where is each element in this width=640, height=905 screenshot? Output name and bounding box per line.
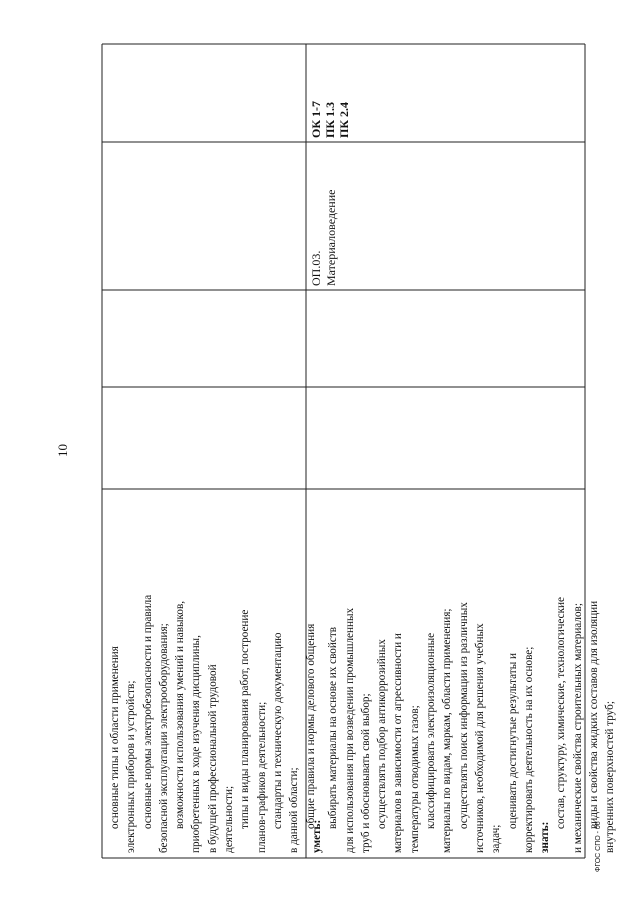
- competency-code: ОК 1-7: [309, 100, 323, 138]
- page-number: 10: [55, 444, 70, 457]
- text-line: осуществлять подбор антикоррозийных: [376, 639, 389, 829]
- text-line: общие правила и нормы делового общения: [304, 623, 317, 829]
- text-line: электронных приборов и устройств;: [125, 680, 138, 853]
- text-line: источников, необходимой для решения учебных: [473, 623, 486, 853]
- text-line: выбирать материалы на основе их свойств: [327, 626, 340, 829]
- discipline-name: Материаловедение: [324, 189, 338, 286]
- competency-code: ПК 2.4: [337, 101, 351, 138]
- text-line: безопасной эксплуатации электрооборудования;: [157, 623, 170, 853]
- row-op03-knowledge-cell: [309, 597, 619, 853]
- text-line: и механические свойства строительных материалов;: [571, 603, 584, 853]
- text-line: виды и свойства жидких составов для изоляции: [588, 600, 601, 829]
- text-line: основные нормы электробезопасности и правила: [141, 594, 154, 829]
- text-line: типы и виды планирования работ, построение: [239, 609, 252, 829]
- row-op03-discipline-cell: [309, 190, 339, 286]
- text-line: материалы по видам, маркам, области применения;: [441, 608, 454, 853]
- text-line: задач;: [490, 824, 503, 853]
- row-op03-competencies-cell: [309, 101, 351, 138]
- text-line: стандарты и техническую документацию: [271, 632, 284, 829]
- row-continuation-knowledge-cell: [107, 595, 319, 853]
- text-line-heading: знать:: [539, 821, 552, 853]
- text-line: деятельности;: [223, 785, 236, 853]
- text-line: внутренних поверхностей труб;: [604, 701, 617, 853]
- text-line: состав, структуру, химические, технологические: [555, 596, 568, 829]
- text-line: температуры отводимых газов;: [408, 705, 421, 853]
- text-line: планов-графиков деятельности;: [255, 701, 268, 853]
- text-line: основные типы и области применения: [109, 646, 121, 829]
- text-line: в данной области;: [288, 767, 301, 853]
- text-line: классифицировать электроизоляционные: [425, 632, 438, 829]
- text-line-heading: уметь:: [311, 819, 323, 853]
- text-line: приобретенных в ходе изучения дисциплины,: [190, 635, 203, 853]
- footer-code: ФГОС СПО - 06: [595, 821, 602, 872]
- text-line: материалов в зависимости от агрессивности и: [392, 633, 405, 853]
- discipline-code: ОП.03.: [309, 250, 323, 286]
- text-line: в будущей профессиональной трудовой: [206, 664, 219, 853]
- text-line: для использования при возведении промышленных: [343, 607, 356, 853]
- text-line: возможности использования умений и навыков,: [174, 600, 187, 829]
- competency-code: ПК 1.3: [323, 101, 337, 138]
- text-line: труб и обосновывать свой выбор;: [359, 693, 372, 853]
- text-line: оценивать достигнутые результаты и: [506, 653, 519, 829]
- text-line: осуществлять поиск информации из различных: [457, 602, 470, 829]
- text-line: корректировать деятельность на их основе;: [522, 646, 535, 853]
